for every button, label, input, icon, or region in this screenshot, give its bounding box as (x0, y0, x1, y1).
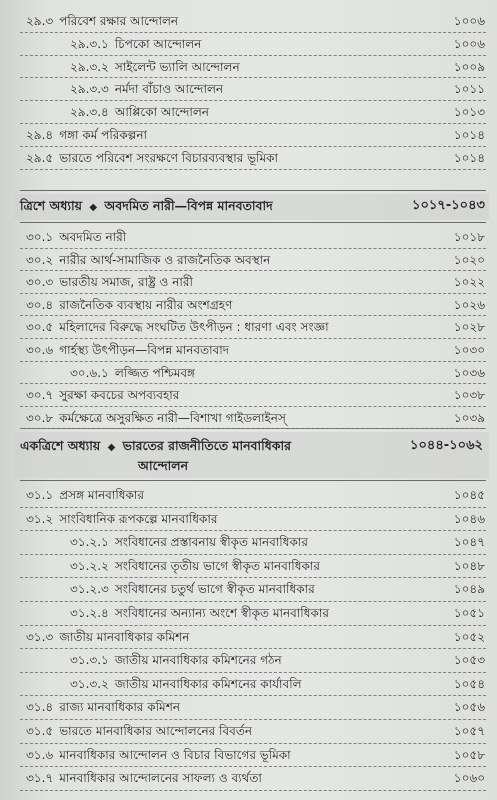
toc-entry-number: ৩০.৬.১ (70, 365, 109, 380)
toc-entry (26, 722, 252, 740)
chapter-31-title-line1: ভারতের রাজনীতিতে মানবাধিকার (122, 438, 291, 453)
toc-entry (26, 769, 262, 787)
toc-entry-title: অবদমিত নারী (59, 230, 127, 244)
toc-entry-title: চিপকো আন্দোলন (114, 36, 202, 51)
row-rule (20, 672, 486, 673)
toc-entry (26, 698, 180, 716)
toc-entry-title: সংবিধানের চতুর্থ ভাগে স্বীকৃত মানবাধিকার (114, 582, 315, 597)
toc-entry-number: ২৯.৩.২ (70, 59, 109, 74)
toc-entry-number: ২৯.৪ (26, 128, 54, 142)
row-rule (20, 270, 486, 271)
toc-entry-title: সুরক্ষা কবচের অপব্যবহার (59, 388, 180, 403)
toc-entry-number: ৩১.৩.২ (70, 676, 109, 691)
toc-entry-title: নর্মদা বাঁচাও আন্দোলন (114, 82, 224, 97)
chapter-30-pages: ১০১৭-১০৪৩ (412, 198, 485, 213)
toc-entry-title: লজ্জিত পশ্চিমবঙ্গ (114, 365, 196, 380)
toc-entry-number: ৩১.২.২ (70, 558, 109, 573)
toc-entry (26, 228, 126, 246)
toc-entry-title: সংবিধানের অন্যান্য অংশে স্বীকৃত মানবাধিকার (114, 606, 329, 620)
chapter-31-label: একত্রিশে অধ্যায় (20, 438, 101, 453)
row-rule (20, 406, 486, 407)
row-rule (20, 248, 486, 249)
diamond-bullet-icon: ◆ (89, 202, 98, 213)
toc-entry-page: ১০৫৭ (453, 724, 485, 738)
toc-entry (26, 273, 193, 291)
toc-entry-title: সংবিধানের প্রস্তাবনায় স্বীকৃত মানবাধিকার (114, 535, 308, 550)
toc-entry-number: ৩১.২.৩ (70, 582, 109, 597)
toc-entry (26, 510, 218, 528)
toc-entry (26, 386, 179, 404)
toc-entry (26, 318, 329, 336)
toc-entry-title: নারীর আর্থ-সামাজিক ও রাজনৈতিক অবস্থান (59, 252, 271, 267)
toc-entry (26, 341, 229, 359)
toc-entry (26, 628, 189, 646)
toc-entry (26, 251, 270, 269)
toc-entry (26, 746, 291, 764)
toc-entry-number: ৩০.২ (26, 252, 54, 267)
toc-entry-number: ৩০.৭ (26, 388, 54, 403)
toc-entry-page: ১০৩৮ (453, 388, 485, 403)
row-rule (20, 648, 486, 649)
toc-entry-title: আপ্পিকো আন্দোলন (114, 105, 209, 120)
toc-entry-title: রাজ্য মানবাধিকার কমিশন (59, 700, 180, 715)
chapter-31-pages: ১০৪৪-১০৬২ (410, 438, 483, 453)
toc-entry-page: ১০৩০ (453, 343, 485, 357)
toc-entry-number: ৩০.৬ (26, 343, 54, 357)
row-rule (20, 601, 486, 602)
toc-entry-number: ৩১.২.১ (70, 535, 109, 550)
toc-entry-page: ১০২৬ (453, 297, 485, 312)
toc-entry-number: ৩০.৩ (26, 275, 54, 290)
toc-entry (70, 580, 315, 598)
chapter-31-title-line2: আন্দোলন (138, 458, 189, 473)
toc-entry (70, 604, 329, 622)
toc-entry-title: জাতীয় মানবাধিকার কমিশন (59, 629, 190, 644)
toc-entry-page: ১০৫৪ (453, 676, 485, 691)
chapter-31-heading (20, 437, 291, 457)
toc-entry-number: ৩১.৭ (26, 771, 54, 786)
toc-entry-number: ৩০.৪ (26, 297, 54, 312)
toc-entry-page: ১০০৬ (453, 14, 485, 28)
row-rule (20, 530, 486, 531)
toc-entry-title: গার্হস্থ্য উৎপীড়ন—বিপন্ন মানবতাবাদ (59, 343, 230, 357)
toc-entry-page: ১০৫৬ (453, 700, 485, 715)
toc-entry-title: গঙ্গা কর্ম পরিকল্পনা (59, 128, 147, 142)
toc-entry (70, 533, 308, 551)
toc-entry-number: ২৯.৩.৩ (70, 82, 109, 97)
row-rule (20, 428, 486, 429)
toc-entry-number: ৩১.৩ (26, 629, 54, 644)
toc-entry (70, 675, 302, 693)
row-rule (20, 146, 486, 147)
toc-entry-number: ২৯.৫ (26, 150, 54, 165)
toc-entry-page: ১০৪৮ (453, 558, 485, 573)
toc-entry-title: কর্মক্ষেত্রে অসুরক্ষিত নারী—বিশাখা গাইডলাইনস্ (59, 410, 286, 425)
divider (20, 222, 486, 223)
toc-entry-page: ১০১১ (453, 82, 485, 97)
toc-entry (70, 557, 320, 575)
row-rule (20, 293, 486, 294)
toc-entry-page: ১০৫৮ (453, 747, 485, 762)
toc-entry-number: ৩১.৪ (26, 700, 54, 715)
toc-entry-number: ২৯.৩.৪ (70, 105, 109, 120)
toc-entry-page: ১০৪৭ (453, 535, 485, 550)
toc-entry-page: ১০২২ (453, 275, 485, 290)
toc-entry-page: ১০১৮ (453, 230, 485, 244)
row-rule (20, 507, 486, 508)
toc-entry-page: ১০৪৯ (453, 582, 485, 597)
toc-entry-number: ৩০.৮ (26, 410, 54, 425)
toc-entry-page: ১০৩৯ (453, 410, 485, 425)
row-rule (20, 383, 486, 384)
row-rule (20, 169, 486, 170)
toc-entry-page: ১০০৬ (453, 36, 485, 51)
toc-entry-title: পরিবেশ রক্ষার আন্দোলন (59, 14, 179, 28)
row-rule (20, 123, 486, 124)
toc-entry (26, 486, 144, 504)
toc-entry-title: মহিলাদের বিরুদ্ধে সংঘটিত উৎপীড়ন : ধারণা এবং সংজ্ঞা (59, 320, 329, 335)
toc-entry-page: ১০১৪ (453, 128, 485, 142)
toc-entry-number: ৩১.৬ (26, 747, 54, 762)
toc-entry (26, 126, 147, 144)
toc-entry-title: জাতীয় মানবাধিকার কমিশনের কার্যাবলি (114, 676, 302, 691)
row-rule (20, 32, 486, 33)
toc-entry-title: রাজনৈতিক ব্যবস্থায় নারীর অংশগ্রহণ (59, 297, 233, 312)
toc-entry-title: প্রসঙ্গ মানবাধিকার (59, 488, 144, 502)
toc-entry (70, 35, 201, 53)
toc-entry (70, 103, 209, 121)
chapter-30-label: ত্রিশে অধ্যায় (20, 198, 82, 213)
row-rule (20, 77, 486, 78)
toc-entry-page: ১০৪৬ (453, 511, 485, 526)
toc-entry (26, 296, 232, 314)
row-rule (20, 100, 486, 101)
row-rule (20, 743, 486, 744)
chapter-30-title: অবদমিত নারী—বিপন্ন মানবতাবাদ (104, 198, 273, 213)
row-rule (20, 695, 486, 696)
toc-entry-title: সংবিধানের তৃতীয় ভাগে স্বীকৃত মানবাধিকার (114, 558, 320, 573)
toc-entry-page: ১০২৮ (453, 320, 485, 335)
toc-entry-number: ৩১.১ (26, 488, 54, 502)
chapter-30-heading (20, 197, 273, 217)
toc-entry-number: ৩১.২.৪ (70, 606, 109, 620)
toc-entry-page: ১০৫৩ (453, 653, 485, 668)
toc-entry-number: ৩১.৩.১ (70, 653, 109, 668)
toc-entry-title: মানবাধিকার আন্দোলনের সাফল্য ও ব্যর্থতা (59, 771, 262, 786)
row-rule (20, 361, 486, 362)
toc-entry-page: ১০০৯ (453, 59, 485, 74)
toc-entry-number: ৩০.৫ (26, 320, 54, 335)
row-rule (20, 554, 486, 555)
toc-entry-title: সাইলেন্ট ভ্যালি আন্দোলন (114, 59, 240, 74)
row-rule (20, 577, 486, 578)
toc-entry-number: ৩১.৫ (26, 724, 54, 738)
toc-entry (70, 80, 223, 98)
toc-entry-title: ভারতে মানবাধিকার আন্দোলনের বিবর্তন (59, 724, 253, 738)
row-rule (20, 625, 486, 626)
row-rule (20, 338, 486, 339)
toc-entry-title: ভারতে পরিবেশ সংরক্ষণে বিচারব্যবস্থার ভূমিকা (59, 150, 279, 165)
row-rule (20, 315, 486, 316)
toc-entry-page: ১০২০ (453, 252, 485, 267)
row-rule (20, 766, 486, 767)
toc-entry (26, 149, 278, 167)
row-rule (20, 790, 486, 791)
toc-entry (70, 58, 240, 76)
row-rule (20, 719, 486, 720)
toc-entry (70, 651, 282, 669)
diamond-bullet-icon: ◆ (107, 442, 116, 453)
toc-entry-title: মানবাধিকার আন্দোলন ও বিচার বিভাগের ভূমিকা (59, 747, 291, 762)
toc-entry-number: ২৯.৩ (26, 14, 54, 28)
toc-entry-title: ভারতীয় সমাজ, রাষ্ট্র ও নারী (59, 275, 193, 290)
toc-entry (70, 364, 195, 382)
toc-entry-number: ২৯.৩.১ (70, 36, 109, 51)
toc-entry-page: ১০৩৬ (453, 365, 485, 380)
toc-entry-title: জাতীয় মানবাধিকার কমিশনের গঠন (114, 653, 282, 668)
row-rule (20, 55, 486, 56)
toc-entry-page: ১০১৪ (453, 150, 485, 165)
toc-entry-page: ১০৫২ (453, 629, 485, 644)
toc-entry-page: ১০৬০ (453, 771, 485, 786)
toc-entry-page: ১০৪৫ (453, 488, 485, 502)
toc-entry (26, 12, 178, 30)
toc-entry (26, 409, 286, 427)
toc-entry-number: ৩০.১ (26, 230, 54, 244)
toc-entry-number: ৩১.২ (26, 511, 54, 526)
toc-entry-page: ১০৫১ (453, 606, 485, 620)
toc-entry-title: সাংবিধানিক রূপকল্পে মানবাধিকার (59, 511, 218, 526)
toc-entry-page: ১০১৩ (453, 105, 485, 120)
divider (20, 480, 486, 481)
divider (20, 190, 486, 191)
